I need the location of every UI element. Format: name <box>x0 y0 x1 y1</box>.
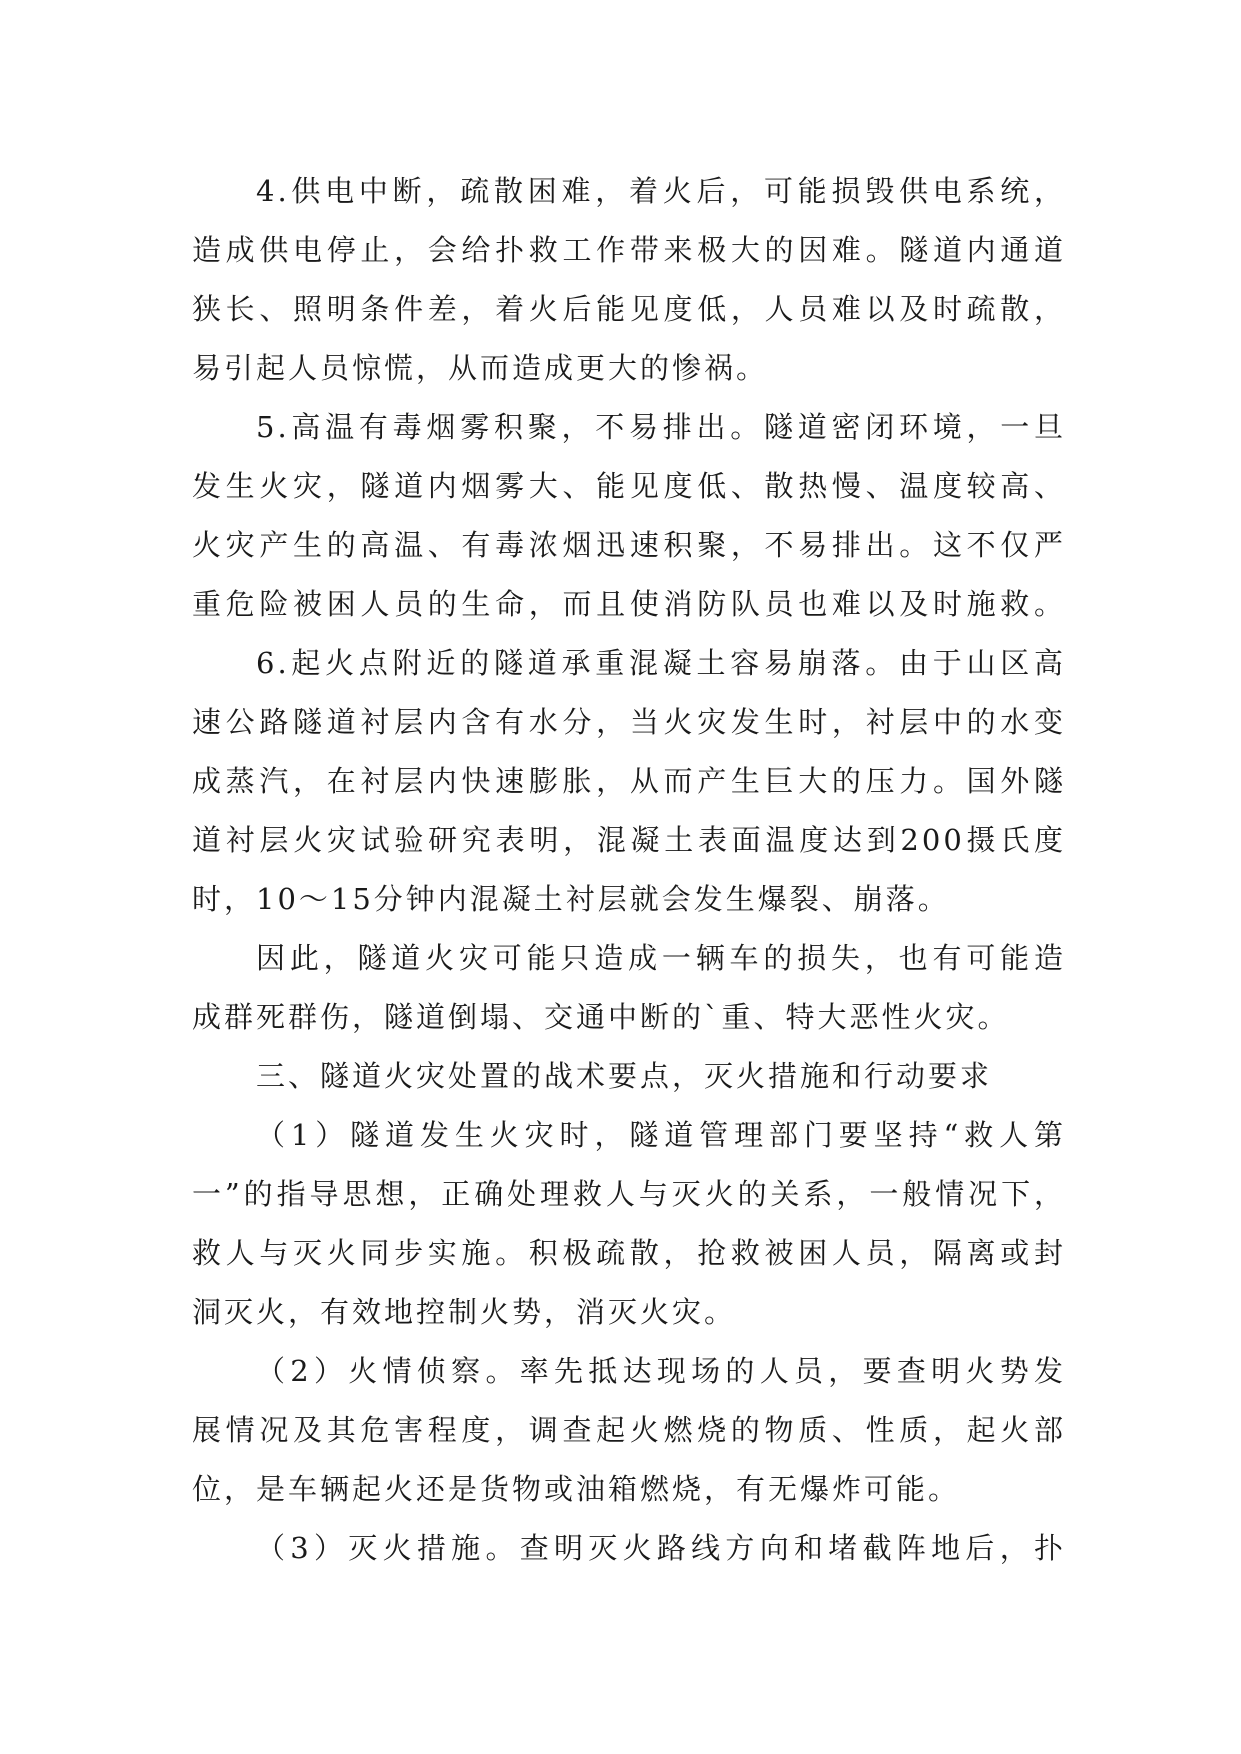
text-line: 展情况及其危害程度，调查起火燃烧的物质、性质，起火部 <box>192 1413 1066 1447</box>
text-line: 发生火灾，隧道内烟雾大、能见度低、散热慢、温度较高、 <box>192 469 1066 503</box>
section-heading-tactics <box>192 1047 1066 1106</box>
paragraph-conclusion <box>192 929 1066 1047</box>
text-line: 6.起火点附近的隧道承重混凝土容易崩落。由于山区高 <box>256 646 1066 680</box>
text-line: 火灾产生的高温、有毒浓烟迅速积聚，不易排出。这不仅严 <box>192 528 1066 562</box>
text-line: 成蒸汽，在衬层内快速膨胀，从而产生巨大的压力。国外隧 <box>192 764 1066 798</box>
text-line: 因此，隧道火灾可能只造成一辆车的损失，也有可能造 <box>256 941 1066 975</box>
text-line: 道衬层火灾试验研究表明，混凝土表面温度达到200摄氏度 <box>192 823 1066 857</box>
paragraph-concrete-spalling <box>192 634 1066 929</box>
paragraph-fire-reconnaissance <box>192 1342 1066 1519</box>
paragraph-rescue-first <box>192 1106 1066 1342</box>
document-body <box>192 162 1066 1578</box>
text-line: 洞灭火，有效地控制火势，消灭火灾。 <box>192 1295 737 1329</box>
text-line: 造成供电停止，会给扑救工作带来极大的因难。隧道内通道 <box>192 233 1066 267</box>
text-line: （3）灭火措施。查明灭火路线方向和堵截阵地后，扑 <box>256 1531 1066 1565</box>
text-line: 易引起人员惊慌，从而造成更大的惨祸。 <box>192 351 769 385</box>
text-line: 狭长、照明条件差，着火后能见度低，人员难以及时疏散， <box>192 292 1066 326</box>
text-line: 成群死群伤，隧道倒塌、交通中断的`重、特大恶性火灾。 <box>192 1000 1010 1034</box>
text-line: 时，10～15分钟内混凝土衬层就会发生爆裂、崩落。 <box>192 882 950 916</box>
paragraph-power-outage <box>192 162 1066 398</box>
text-line: 速公路隧道衬层内含有水分，当火灾发生时，衬层中的水变 <box>192 705 1066 739</box>
text-line: 4.供电中断，疏散困难，着火后，可能损毁供电系统， <box>256 174 1066 208</box>
paragraph-extinguishing-measures <box>192 1519 1066 1578</box>
text-line: （1）隧道发生火灾时，隧道管理部门要坚持“救人第 <box>256 1118 1066 1152</box>
text-line: 救人与灭火同步实施。积极疏散，抢救被困人员，隔离或封 <box>192 1236 1066 1270</box>
text-line: 5.高温有毒烟雾积聚，不易排出。隧道密闭环境，一旦 <box>256 410 1066 444</box>
text-line: 一”的指导思想，正确处理救人与灭火的关系，一般情况下， <box>192 1177 1066 1211</box>
text-line: 重危险被困人员的生命，而且使消防队员也难以及时施救。 <box>192 587 1066 621</box>
text-line: 三、隧道火灾处置的战术要点，灭火措施和行动要求 <box>256 1059 993 1093</box>
text-line: 位，是车辆起火还是货物或油箱燃烧，有无爆炸可能。 <box>192 1472 961 1506</box>
text-line: （2）火情侦察。率先抵达现场的人员，要查明火势发 <box>256 1354 1066 1388</box>
paragraph-toxic-smoke <box>192 398 1066 634</box>
